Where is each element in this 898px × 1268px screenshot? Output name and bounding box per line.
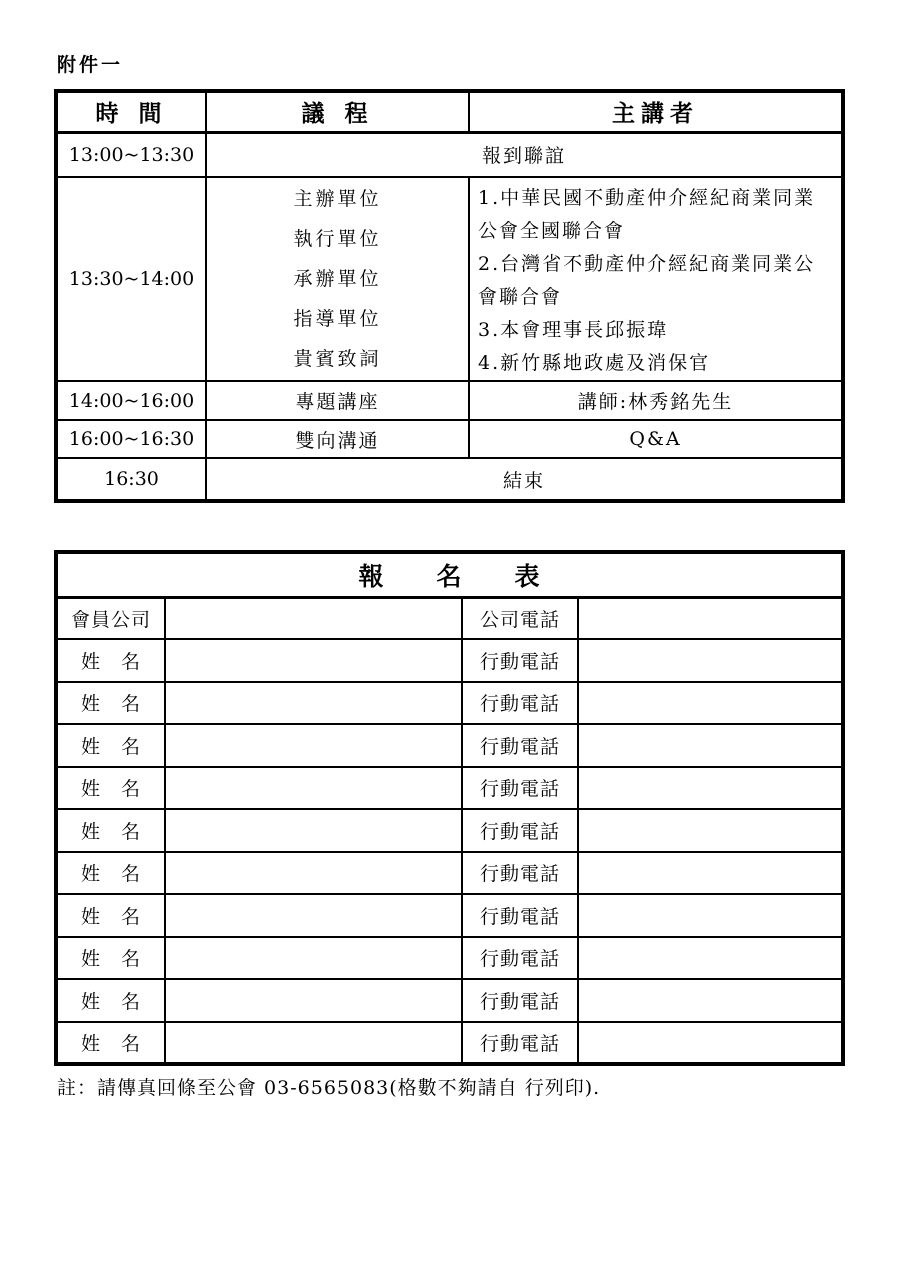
mobile-input-cell bbox=[578, 639, 843, 682]
registration-name-row bbox=[56, 682, 843, 725]
registration-name-row bbox=[56, 1022, 843, 1065]
mobile-input-cell bbox=[578, 724, 843, 767]
fax-note: 註：請傳真回條至公會 03-6565083(格數不夠請自 行列印). bbox=[57, 1077, 601, 1099]
agenda-header-row bbox=[56, 91, 843, 132]
name-label: 姓 名 bbox=[56, 852, 165, 895]
agenda-row-arrival bbox=[56, 132, 843, 177]
mobile-input-cell bbox=[578, 979, 843, 1022]
speaker-cell: 講師:林秀銘先生 bbox=[469, 381, 843, 420]
speaker-cell bbox=[469, 177, 843, 381]
mobile-input-cell bbox=[578, 894, 843, 937]
mobile-label: 行動電話 bbox=[462, 724, 578, 767]
agenda-table bbox=[54, 89, 845, 503]
time-cell: 14:00~16:00 bbox=[56, 381, 206, 420]
speaker-line: 4.新竹縣地政處及消保官 bbox=[478, 352, 711, 374]
mobile-input-cell bbox=[578, 1022, 843, 1065]
registration-title-row bbox=[56, 552, 843, 597]
registration-company-row bbox=[56, 597, 843, 639]
registration-name-row bbox=[56, 724, 843, 767]
mobile-label: 行動電話 bbox=[462, 979, 578, 1022]
registration-name-row bbox=[56, 894, 843, 937]
registration-name-row bbox=[56, 767, 843, 810]
company-phone-label: 公司電話 bbox=[462, 597, 578, 639]
name-label: 姓 名 bbox=[56, 682, 165, 725]
registration-name-row bbox=[56, 979, 843, 1022]
program-line: 貴賓致詞 bbox=[293, 348, 382, 370]
mobile-label: 行動電話 bbox=[462, 937, 578, 980]
mobile-input-cell bbox=[578, 852, 843, 895]
agenda-row-qa bbox=[56, 420, 843, 458]
registration-name-row bbox=[56, 937, 843, 980]
time-cell: 13:00~13:30 bbox=[56, 132, 206, 177]
speaker-line: 會聯合會 bbox=[478, 286, 563, 308]
name-input-cell bbox=[165, 979, 462, 1022]
name-label: 姓 名 bbox=[56, 809, 165, 852]
mobile-label: 行動電話 bbox=[462, 809, 578, 852]
name-input-cell bbox=[165, 809, 462, 852]
registration-table bbox=[54, 550, 845, 1066]
name-label: 姓 名 bbox=[56, 979, 165, 1022]
name-label: 姓 名 bbox=[56, 937, 165, 980]
mobile-label: 行動電話 bbox=[462, 639, 578, 682]
mobile-input-cell bbox=[578, 682, 843, 725]
attachment-label: 附件一 bbox=[57, 54, 124, 76]
mobile-label: 行動電話 bbox=[462, 682, 578, 725]
agenda-header-program: 議 程 bbox=[206, 91, 469, 132]
registration-name-row bbox=[56, 639, 843, 682]
mobile-label: 行動電話 bbox=[462, 852, 578, 895]
mobile-input-cell bbox=[578, 809, 843, 852]
name-input-cell bbox=[165, 682, 462, 725]
mobile-label: 行動電話 bbox=[462, 894, 578, 937]
name-input-cell bbox=[165, 894, 462, 937]
time-cell: 16:00~16:30 bbox=[56, 420, 206, 458]
mobile-label: 行動電話 bbox=[462, 767, 578, 810]
name-input-cell bbox=[165, 767, 462, 810]
mobile-label: 行動電話 bbox=[462, 1022, 578, 1065]
program-line: 執行單位 bbox=[293, 228, 382, 250]
mobile-input-cell bbox=[578, 767, 843, 810]
speaker-line: 1.中華民國不動產仲介經紀商業同業 bbox=[478, 187, 816, 209]
mobile-input-cell bbox=[578, 937, 843, 980]
name-label: 姓 名 bbox=[56, 767, 165, 810]
program-cell: 雙向溝通 bbox=[206, 420, 469, 458]
program-line: 指導單位 bbox=[293, 308, 382, 330]
agenda-row-lecture bbox=[56, 381, 843, 420]
speaker-line: 公會全國聯合會 bbox=[478, 220, 626, 242]
registration-name-row bbox=[56, 852, 843, 895]
name-input-cell bbox=[165, 852, 462, 895]
program-line: 承辦單位 bbox=[293, 268, 382, 290]
merged-content-cell: 結束 bbox=[206, 458, 843, 501]
company-input-cell bbox=[165, 597, 462, 639]
program-line: 主辦單位 bbox=[293, 188, 382, 210]
agenda-header-time: 時 間 bbox=[56, 91, 206, 132]
company-phone-input-cell bbox=[578, 597, 843, 639]
program-cell bbox=[206, 177, 469, 381]
name-input-cell bbox=[165, 724, 462, 767]
name-input-cell bbox=[165, 937, 462, 980]
name-label: 姓 名 bbox=[56, 894, 165, 937]
merged-content-cell: 報到聯誼 bbox=[206, 132, 843, 177]
speaker-cell: Q&A bbox=[469, 420, 843, 458]
registration-title: 報 名 表 bbox=[56, 552, 843, 597]
speaker-line: 2.台灣省不動產仲介經紀商業同業公 bbox=[478, 253, 816, 275]
agenda-header-speaker: 主講者 bbox=[469, 91, 843, 132]
speaker-line: 3.本會理事長邱振瑋 bbox=[478, 319, 669, 341]
agenda-row-end bbox=[56, 458, 843, 501]
name-label: 姓 名 bbox=[56, 724, 165, 767]
company-label: 會員公司 bbox=[56, 597, 165, 639]
time-cell: 13:30~14:00 bbox=[56, 177, 206, 381]
name-label: 姓 名 bbox=[56, 639, 165, 682]
name-input-cell bbox=[165, 639, 462, 682]
name-input-cell bbox=[165, 1022, 462, 1065]
name-label: 姓 名 bbox=[56, 1022, 165, 1065]
program-cell: 專題講座 bbox=[206, 381, 469, 420]
registration-name-row bbox=[56, 809, 843, 852]
agenda-row-opening bbox=[56, 177, 843, 381]
time-cell: 16:30 bbox=[56, 458, 206, 501]
